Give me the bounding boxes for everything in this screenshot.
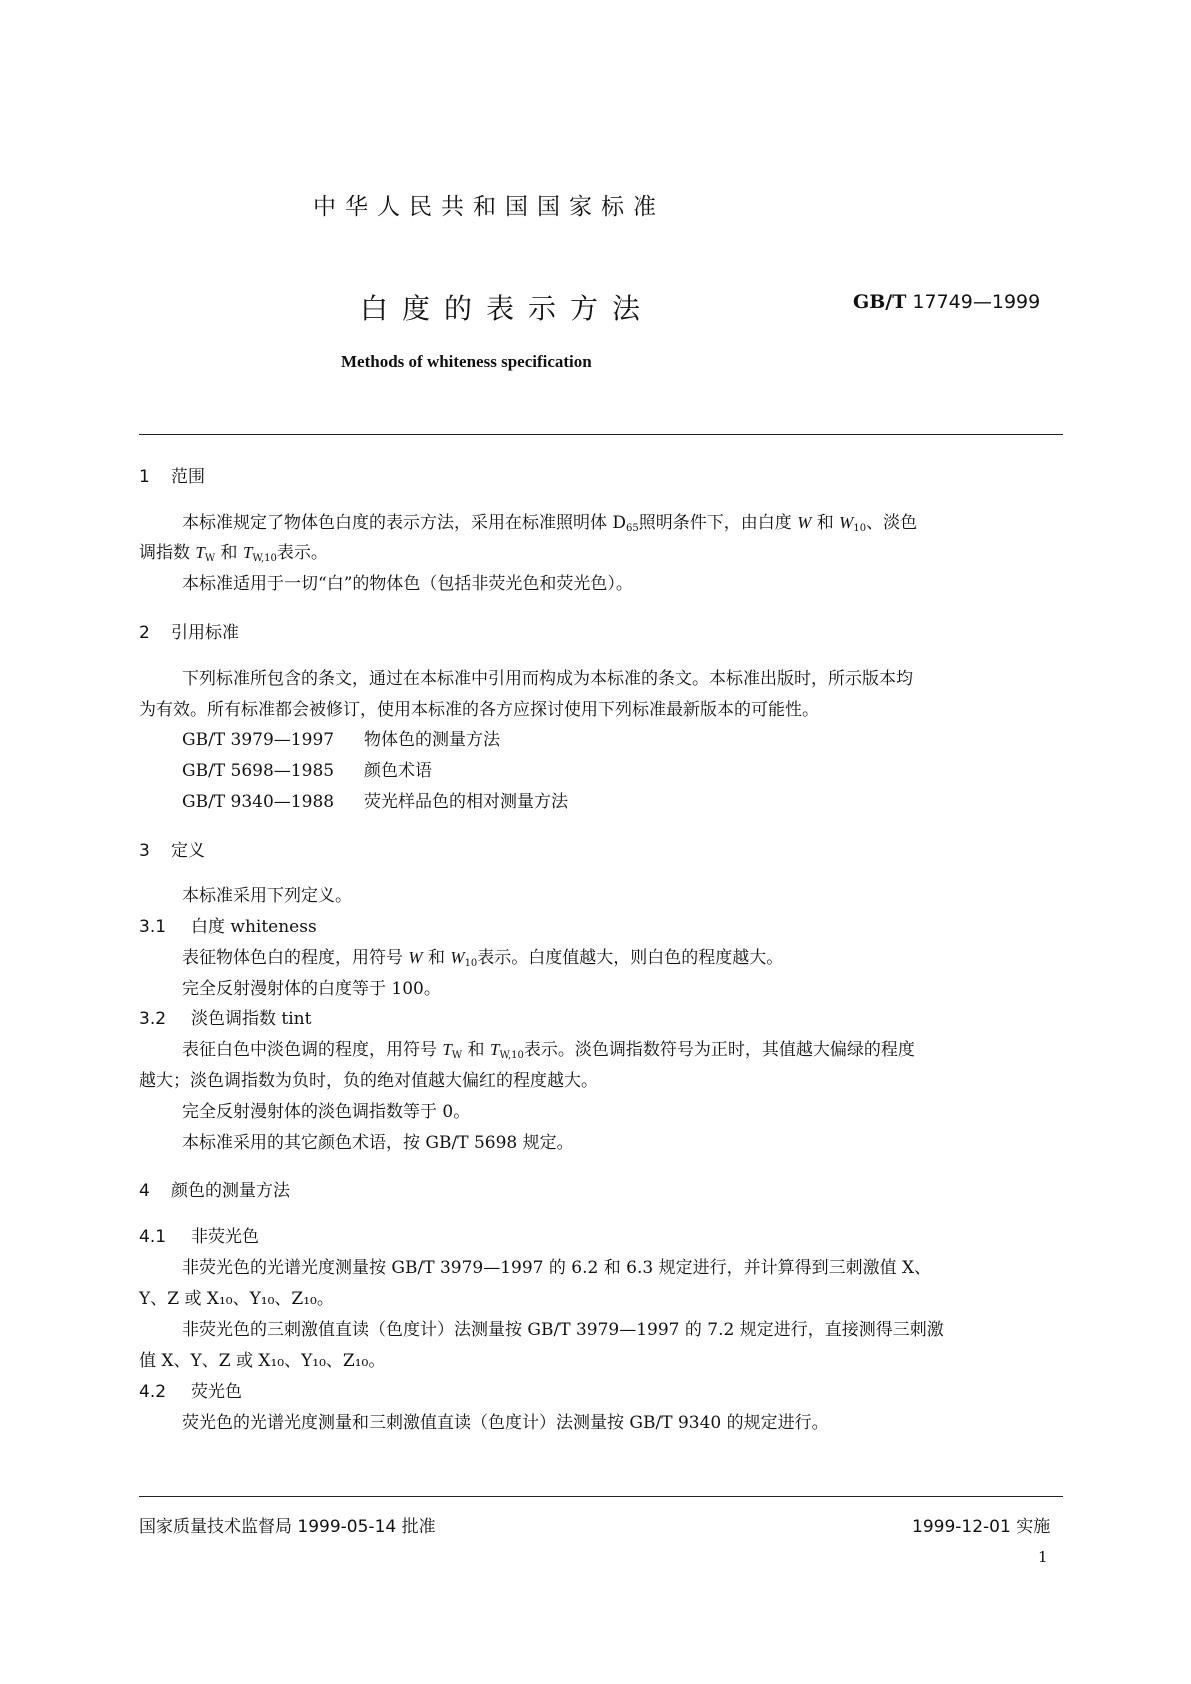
subscript: W,10	[252, 553, 277, 564]
bottom-divider	[139, 1496, 1063, 1497]
clause-number: 3.1	[139, 917, 167, 937]
symbol: T	[442, 1040, 452, 1059]
definition-term: 淡色调指数 tint	[191, 1009, 312, 1029]
section-title: 定义	[171, 841, 205, 861]
symbol: W	[797, 513, 812, 532]
top-divider	[139, 434, 1063, 435]
text: 和	[462, 1040, 490, 1060]
subscript: W	[451, 1050, 463, 1061]
definition-3-1-note: 完全反射漫射体的白度等于 100。	[182, 979, 441, 999]
section-number: 4	[139, 1181, 150, 1201]
clause-4-1-p1-line-2: Y、Z 或 X₁₀、Y₁₀、Z₁₀。	[139, 1289, 334, 1309]
clause-number: 4.2	[139, 1382, 167, 1402]
clause-4-1-p2-line-1: 非荧光色的三刺激值直读（色度计）法测量按 GB/T 3979—1997 的 7.2 规定进行，直接测得三刺激	[182, 1320, 944, 1340]
standard-number	[853, 291, 1040, 313]
clause-number: 3.2	[139, 1009, 167, 1029]
reference-item	[182, 787, 568, 812]
clause-title: 荧光色	[191, 1382, 242, 1402]
definition-3-1-heading	[139, 912, 317, 937]
section-title: 引用标准	[171, 623, 239, 643]
symbol: W	[408, 948, 423, 967]
definition-3-2-note: 完全反射漫射体的淡色调指数等于 0。	[182, 1102, 471, 1122]
text: 表示。白度值越大，则白色的程度越大。	[477, 948, 784, 968]
clause-title: 非荧光色	[191, 1227, 259, 1247]
text: 照明条件下，由白度	[638, 513, 798, 533]
sec3-intro: 本标准采用下列定义。	[182, 886, 352, 906]
text: 、淡色	[866, 513, 918, 533]
clause-4-1-heading	[139, 1222, 259, 1247]
section-title: 范围	[171, 467, 205, 487]
clause-4-2-text: 荧光色的光谱光度测量和三刺激值直读（色度计）法测量按 GB/T 9340 的规定进行。	[182, 1413, 829, 1433]
symbol: T	[242, 543, 253, 562]
subscript: 10	[464, 958, 478, 969]
reference-item	[182, 756, 432, 781]
national-standard-heading: 中华人民共和国国家标准	[313, 194, 665, 220]
text: 表示。淡色调指数符号为正时，其值越大偏绿的程度	[523, 1040, 915, 1060]
sec1-paragraph-2: 本标准适用于一切“白”的物体色（包括非荧光色和荧光色）。	[182, 574, 633, 594]
definition-term: 白度 whiteness	[191, 917, 317, 937]
definition-3-2-text-line-1	[182, 1035, 915, 1060]
definition-3-2-text-line-2: 越大；淡色调指数为负时，负的绝对值越大偏红的程度越大。	[139, 1071, 598, 1091]
sec1-paragraph-1-line-1	[182, 508, 917, 533]
symbol: T	[195, 543, 205, 562]
clause-4-1-p1-line-1: 非荧光色的光谱光度测量按 GB/T 3979—1997 的 6.2 和 6.3 规定进行，并计算得到三刺激值 X、	[182, 1258, 932, 1278]
definition-3-1-text	[182, 943, 783, 968]
clause-4-1-p2-line-2: 值 X、Y、Z 或 X₁₀、Y₁₀、Z₁₀。	[139, 1351, 386, 1371]
text: 和	[422, 948, 451, 968]
reference-code: GB/T 9340—1988	[182, 792, 335, 812]
text: 表征白色中淡色调的程度，用符号	[182, 1040, 443, 1060]
symbol: W	[450, 948, 465, 967]
section-number: 3	[139, 841, 150, 861]
clause-4-2-heading	[139, 1377, 242, 1402]
sec2-paragraph-line-1: 下列标准所包含的条文，通过在本标准中引用而构成为本标准的条文。本标准出版时，所示版本均	[182, 669, 913, 689]
clause-number: 4.1	[139, 1227, 167, 1247]
section-3-heading	[139, 836, 205, 861]
sec1-paragraph-1-line-2	[139, 538, 328, 563]
definition-3-2-heading	[139, 1004, 311, 1029]
page-number: 1	[1038, 1548, 1048, 1566]
subscript: 65	[626, 523, 639, 534]
section-2-heading	[139, 618, 239, 643]
approval-note: 国家质量技术监督局 1999-05-14 批准	[139, 1517, 436, 1537]
subscript: W,10	[499, 1050, 524, 1061]
standard-prefix: GB/T	[853, 291, 907, 313]
text: 表征物体色白的程度，用符号	[182, 948, 409, 968]
reference-name: 颜色术语	[364, 761, 432, 781]
section-number: 2	[139, 623, 150, 643]
text: 调指数	[139, 543, 196, 563]
section-title: 颜色的测量方法	[171, 1181, 290, 1201]
sec2-paragraph-line-2: 为有效。所有标准都会被修订，使用本标准的各方应探讨使用下列标准最新版本的可能性。	[139, 700, 819, 720]
section-4-heading	[139, 1176, 290, 1201]
standard-code: 17749—1999	[912, 291, 1041, 313]
reference-name: 荧光样品色的相对测量方法	[364, 792, 568, 812]
english-title: Methods of whiteness specification	[341, 352, 592, 371]
subscript: W	[204, 553, 216, 564]
implementation-date: 1999-12-01 实施	[912, 1517, 1051, 1537]
section-1-heading	[139, 462, 205, 487]
text: 表示。	[276, 543, 328, 563]
symbol: W	[839, 513, 854, 532]
reference-code: GB/T 5698—1985	[182, 761, 335, 781]
symbol: T	[489, 1040, 500, 1059]
subscript: 10	[853, 523, 867, 534]
definition-3-2-reference: 本标准采用的其它颜色术语，按 GB/T 5698 规定。	[182, 1133, 574, 1153]
reference-item	[182, 725, 500, 750]
section-number: 1	[139, 467, 150, 487]
reference-code: GB/T 3979—1997	[182, 730, 335, 750]
reference-name: 物体色的测量方法	[364, 730, 500, 750]
text: 本标准规定了物体色白度的表示方法，采用在标准照明体 D	[182, 513, 627, 533]
document-title: 白度的表示方法	[360, 292, 655, 325]
text: 和	[215, 543, 243, 563]
text: 和	[811, 513, 840, 533]
